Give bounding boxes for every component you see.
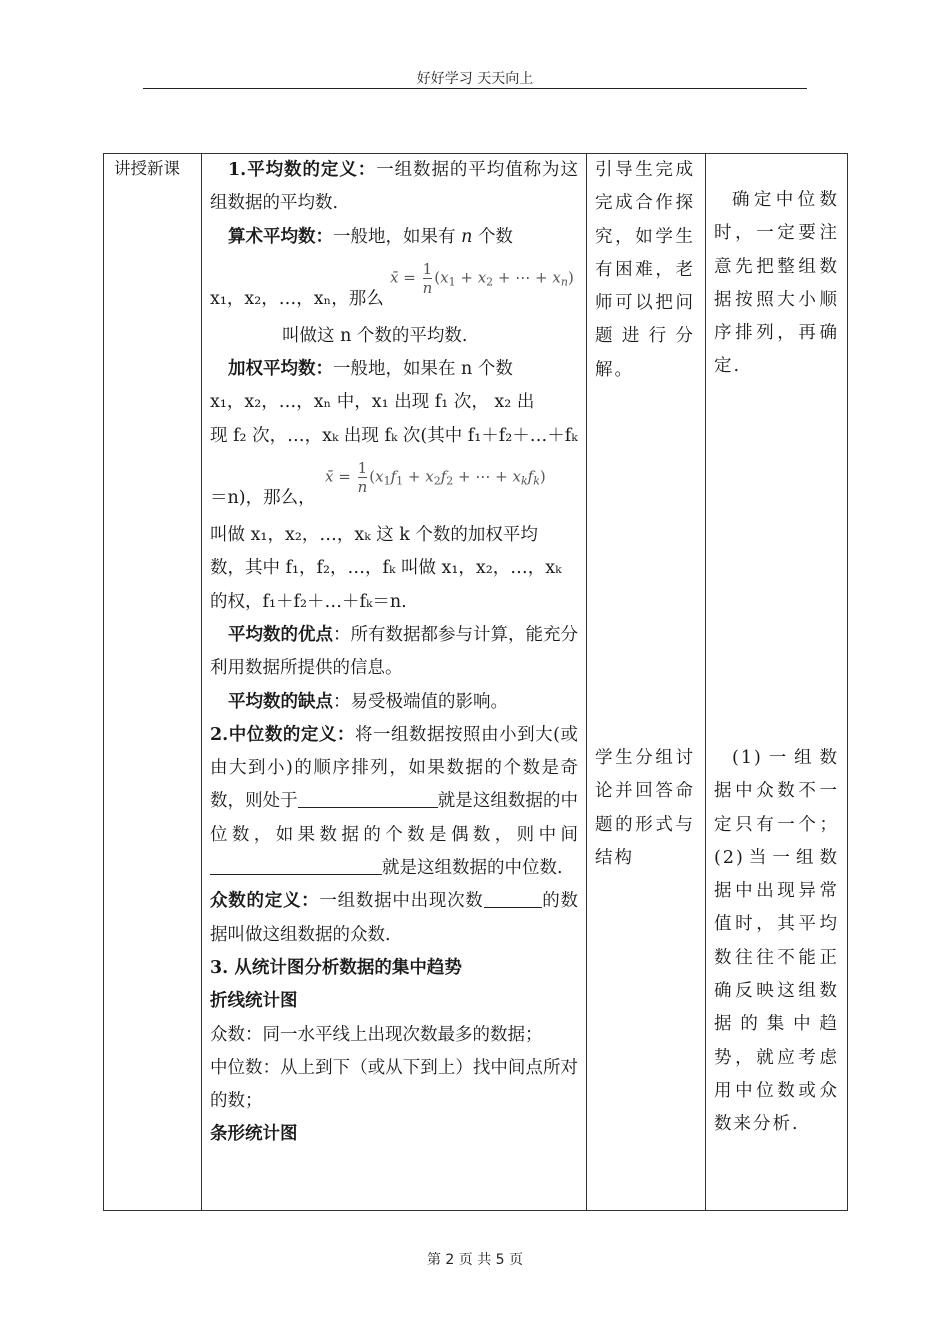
- disadv-title: 平均数的缺点: [228, 691, 333, 712]
- intent-text-1: 确定中位数时，一定要注意先把整组数据按照大小顺序排列，再确定.: [714, 190, 839, 377]
- median-definition: [210, 719, 578, 885]
- activity-text-1: 引导生完成完成合作探究，如学生有困难，老师可以把问题进行分解。: [595, 160, 695, 380]
- weighted-text6: 数，其中 f₁，f₂，…，fₖ 叫做 x₁，x₂，…，xₖ: [210, 558, 562, 579]
- arith-xs: x₁，x₂，…，xₙ，那么: [210, 288, 384, 309]
- arith-after: 叫做这 n 个数的平均数.: [282, 325, 468, 346]
- mean-disadvantage: [210, 686, 578, 719]
- mean-def-title: 1.平均数的定义：: [228, 160, 377, 180]
- weighted-formula-row: [210, 453, 578, 519]
- arithmetic-mean-intro: [210, 221, 578, 254]
- median-odd-blank[interactable]: [298, 787, 438, 808]
- arith-title: 算术平均数：: [228, 226, 333, 247]
- intent-text-2: (1)一组数据中众数不一定只有一个；(2)当一组数据中出现异常值时，其平均数往往不能正确反映这组数据的集中趋势，就应考虑用中位数或众数来分析.: [714, 748, 839, 1135]
- activity-text-2: 学生分组讨论并回答命题的形式与结构: [595, 748, 695, 868]
- weighted-mean-intro: [210, 353, 578, 386]
- mean-definition: [210, 154, 578, 221]
- mode-blank[interactable]: [484, 887, 542, 908]
- bar-chart-title: 条形统计图: [210, 1124, 298, 1145]
- adv-title: 平均数的优点: [228, 624, 333, 645]
- column-divider: [586, 154, 587, 1210]
- median-even-blank[interactable]: [210, 854, 382, 875]
- adv-text: ：所有数据都参与计算，能充分利用数据所提供的信息。: [210, 624, 578, 679]
- section3-heading: [210, 952, 578, 985]
- page-header: 好好学习 天天向上: [416, 71, 534, 87]
- weighted-text5: 叫做 x₁，x₂，…，xₖ 这 k 个数的加权平均: [210, 525, 538, 546]
- arith-n: n: [461, 226, 473, 247]
- section-label: 讲授新课: [114, 159, 180, 178]
- weighted-text4: ＝n)，那么，: [210, 487, 316, 508]
- mode-definition: [210, 885, 578, 952]
- median-title: 2.中位数的定义：: [210, 724, 355, 745]
- line-chart-heading: [210, 985, 578, 1018]
- design-intent-cell: [714, 154, 839, 1135]
- median-text3: 就是这组数据的中位数.: [382, 858, 563, 879]
- mean-advantage: [210, 619, 578, 686]
- column-divider: [201, 154, 202, 1210]
- median-text2: 就是这组数据的中位数，如果数据的个数是偶数，则中间: [210, 791, 579, 845]
- header-rule: [143, 88, 807, 89]
- line-chart-title: 折线统计图: [210, 991, 298, 1012]
- lesson-table: [103, 153, 848, 1211]
- sec3-title: 3. 从统计图分析数据的集中趋势: [210, 957, 462, 978]
- arith-text2: 个数: [477, 226, 513, 247]
- mode-text2: 的数据叫做这组数据的众数.: [210, 891, 579, 945]
- line-chart-mode: 众数：同一水平线上出现次数最多的数据；: [210, 1024, 543, 1045]
- weighted-mean-formula: x̄ = $\frac{1}{n}$ ($x_1f_1 + x_2f_2$ + ⋯ + $x_kf_k$): [325, 459, 546, 497]
- weighted-text3: 现 f₂ 次，…，xₖ 出现 fₖ 次(其中 f₁＋f₂＋…＋fₖ: [210, 425, 578, 446]
- weighted-text1: 一般地，如果在 n 个数: [333, 359, 513, 380]
- mode-text1: 一组数据中出现次数: [319, 891, 484, 912]
- section-label-cell: [114, 152, 204, 185]
- weighted-title: 加权平均数：: [228, 359, 333, 380]
- teacher-activity-cell: [595, 154, 695, 868]
- line-chart-median: 中位数：从上到下（或从下到上）找中间点所对的数；: [210, 1057, 578, 1112]
- median-text1: 将一组数据按照由小到大(或由大到小)的顺序排列，如果数据的个数是奇数，则处于: [210, 724, 578, 812]
- weighted-text2: x₁，x₂，…，xₙ 中，x₁ 出现 f₁ 次， x₂ 出: [210, 392, 535, 413]
- mean-def-text: 一组数据的平均值称为这组数据的平均数.: [210, 160, 578, 214]
- arithmetic-formula-row: [210, 254, 578, 320]
- arith-text: 一般地，如果有: [333, 226, 456, 247]
- arithmetic-mean-formula: x̄ = $\frac{1}{n}$ ($x_1 + x_2$ + ⋯ + $x_n$): [390, 259, 574, 297]
- bar-chart-heading: [210, 1118, 578, 1151]
- disadv-text: ：易受极端值的影响。: [333, 691, 508, 712]
- mode-title: 众数的定义：: [210, 891, 320, 912]
- column-divider: [705, 154, 706, 1210]
- page-footer: 第 2 页 共 5 页: [426, 1252, 524, 1268]
- weighted-text7: 的权，f₁＋f₂＋…＋fₖ＝n.: [210, 591, 407, 612]
- content-cell: [210, 154, 578, 1152]
